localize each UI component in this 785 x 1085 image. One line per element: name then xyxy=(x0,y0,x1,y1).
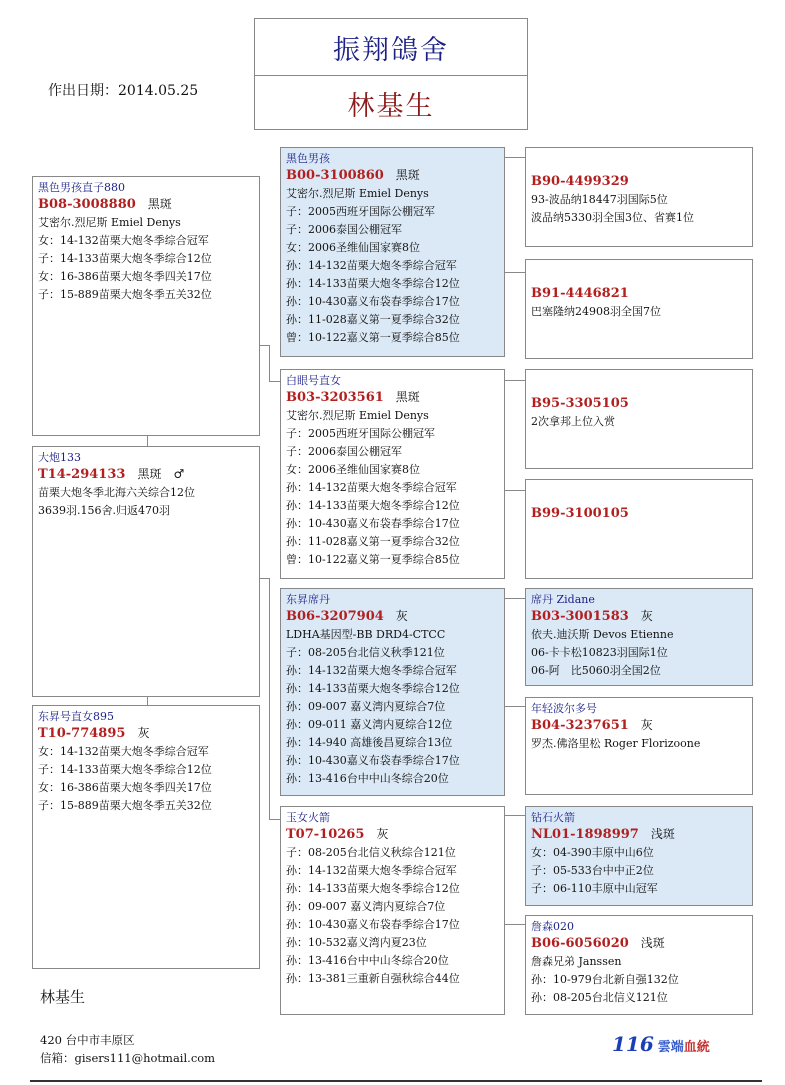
connector-line xyxy=(505,157,525,158)
connector-line xyxy=(505,490,525,491)
record-line: 孙：09-007 嘉义湾内夏综合7位 xyxy=(286,700,446,713)
bird-name: 钻石火箭 xyxy=(531,811,575,824)
connector-line xyxy=(269,345,270,381)
record-line: 女：2006圣维仙国家赛8位 xyxy=(286,463,420,476)
logo-text-pedigree: 血統 xyxy=(683,1040,710,1055)
ring-number: B03-3203561 xyxy=(286,390,384,405)
bird-name: 詹森020 xyxy=(531,920,574,933)
connector-line xyxy=(269,381,280,382)
record-line: 女：16-386苗栗大炮冬季四关17位 xyxy=(38,781,212,794)
connector-line xyxy=(269,578,270,819)
plumage-color: 黑斑 xyxy=(395,390,420,404)
record-line: 罗杰.佛洛里松 Roger Florizoone xyxy=(531,737,701,750)
pedigree-box-dam-dam xyxy=(525,479,753,579)
ring-number: B04-3237651 xyxy=(531,718,629,733)
record-line: 孙：14-133苗栗大炮冬季综合12位 xyxy=(286,277,460,290)
record-line: 06-阿 比5060羽全国2位 xyxy=(531,664,661,677)
ring-number: B06-3207904 xyxy=(286,609,384,624)
connector-line xyxy=(505,598,525,599)
record-line: 孙：14-132苗栗大炮冬季综合冠军 xyxy=(286,864,457,877)
record-line: 孙：14-133苗栗大炮冬季综合12位 xyxy=(286,682,460,695)
plumage-color: 灰 xyxy=(640,609,653,623)
bird-name: 年轻波尔多号 xyxy=(531,702,597,715)
plumage-color: 浅斑 xyxy=(650,827,675,841)
ring-number: B95-3305105 xyxy=(531,396,629,411)
connector-line xyxy=(505,380,525,381)
pedigree-box-dam xyxy=(280,369,505,579)
plumage-color: 黑斑 ♂ xyxy=(137,467,185,481)
ring-number: B03-3001583 xyxy=(531,609,629,624)
ring-number: B91-4446821 xyxy=(531,286,629,301)
plumage-color: 灰 xyxy=(395,609,408,623)
connector-line xyxy=(147,436,148,446)
record-line: 子：06-110丰原中山冠军 xyxy=(531,882,658,895)
bird-name: 席丹 Zidane xyxy=(531,593,595,606)
plumage-color: 黑斑 xyxy=(395,168,420,182)
plumage-color: 灰 xyxy=(376,827,389,841)
bird-name: 黑色男孩 xyxy=(286,152,330,165)
record-line: 女：14-132苗栗大炮冬季综合冠军 xyxy=(38,745,209,758)
plumage-color: 灰 xyxy=(137,726,150,740)
connector-line xyxy=(505,924,525,925)
record-line: 孙：10-430嘉义布袋春季综合17位 xyxy=(286,295,460,308)
ring-number: B08-3008880 xyxy=(38,197,136,212)
record-line: 子：08-205台北信义秋季121位 xyxy=(286,646,445,659)
ring-number: T07-10265 xyxy=(286,827,365,842)
bottom-rule xyxy=(30,1080,762,1082)
pedigree-box-sire-sire xyxy=(525,147,753,247)
record-line: 孙：13-416台中中山冬综合20位 xyxy=(286,954,449,967)
ring-number: T14-294133 xyxy=(38,467,126,482)
logo-text-cloud: 雲端 xyxy=(657,1040,684,1055)
record-line: 孙：09-007 嘉义湾内夏综合7位 xyxy=(286,900,446,913)
record-line: 孙：11-028嘉义第一夏季综合32位 xyxy=(286,313,460,326)
bird-name: 大炮133 xyxy=(38,451,81,464)
record-line: 孙：14-132苗栗大炮冬季综合冠军 xyxy=(286,481,457,494)
issue-date: 作出日期：2014.05.25 xyxy=(48,83,199,99)
owner-address: 420 台中市丰原区 xyxy=(40,1033,135,1047)
record-line: 06-卡卡松10823羽国际1位 xyxy=(531,646,668,659)
record-line: 孙：11-028嘉义第一夏季综合32位 xyxy=(286,535,460,548)
bird-name: 东昇席丹 xyxy=(286,593,330,606)
record-line: 孙：14-133苗栗大炮冬季综合12位 xyxy=(286,882,460,895)
pedigree-box-florizoone xyxy=(525,697,753,795)
record-line: 孙：10-430嘉义布袋春季综合17位 xyxy=(286,918,460,931)
owner-name: 林基生 xyxy=(347,90,435,122)
title-box xyxy=(254,18,528,130)
record-line: 子：15-889苗栗大炮冬季五关32位 xyxy=(38,799,212,812)
record-line: 艾密尔.烈尼斯 Emiel Denys xyxy=(286,409,429,422)
record-line: 孙：10-430嘉义布袋春季综合17位 xyxy=(286,754,460,767)
record-line: 孙：10-532嘉义湾内夏23位 xyxy=(286,936,427,949)
pedigree-box-zidane xyxy=(525,588,753,686)
ring-number: T10-774895 xyxy=(38,726,126,741)
plumage-color: 浅斑 xyxy=(640,936,665,950)
pedigree-box-subject xyxy=(32,176,260,436)
record-line: 女：2006圣维仙国家赛8位 xyxy=(286,241,420,254)
record-line: 孙：10-430嘉义布袋春季综合17位 xyxy=(286,517,460,530)
loft-name: 振翔鴿舍 xyxy=(255,19,527,76)
record-line: 子：14-133苗栗大炮冬季综合12位 xyxy=(38,252,212,265)
record-line: 女：14-132苗栗大炮冬季综合冠军 xyxy=(38,234,209,247)
record-line: 詹森兄弟 Janssen xyxy=(531,955,622,968)
record-line: 子：2005西班牙国际公棚冠军 xyxy=(286,205,435,218)
connector-line xyxy=(505,815,525,816)
record-line: 子：2006泰国公棚冠军 xyxy=(286,445,402,458)
plumage-color: 灰 xyxy=(640,718,653,732)
bird-name: 白眼号直女 xyxy=(286,374,341,387)
pedigree-box-dam-sire xyxy=(525,369,753,469)
record-line: 依夫.迪沃斯 Devos Etienne xyxy=(531,628,674,641)
record-line: 孙：14-133苗栗大炮冬季综合12位 xyxy=(286,499,460,512)
record-line: 子：14-133苗栗大炮冬季综合12位 xyxy=(38,763,212,776)
pedigree-box-dongsheng-zidane xyxy=(280,588,505,796)
record-line: 子：2005西班牙国际公棚冠军 xyxy=(286,427,435,440)
record-line: 子：08-205台北信义秋综合121位 xyxy=(286,846,456,859)
record-line: 孙：13-416台中中山冬综合20位 xyxy=(286,772,449,785)
pedigree-box-janssen xyxy=(525,915,753,1015)
logo-number: 116 xyxy=(612,1032,654,1056)
record-line: 孙：14-132苗栗大炮冬季综合冠军 xyxy=(286,664,457,677)
ring-number: B90-4499329 xyxy=(531,174,629,189)
record-line: LDHA基因型-BB DRD4-CTCC xyxy=(286,628,446,641)
record-line: 3639羽.156舍.归返470羽 xyxy=(38,504,170,517)
pedigree-box-sire xyxy=(280,147,505,357)
record-line: 孙：10-979台北新自强132位 xyxy=(531,973,679,986)
ring-number: B06-6056020 xyxy=(531,936,629,951)
connector-line xyxy=(147,697,148,705)
bird-name: 玉女火箭 xyxy=(286,811,330,824)
record-line: 曾：10-122嘉义第一夏季综合85位 xyxy=(286,331,460,344)
pedigree-box-cannon xyxy=(32,446,260,697)
ring-number: B00-3100860 xyxy=(286,168,384,183)
record-line: 曾：10-122嘉义第一夏季综合85位 xyxy=(286,553,460,566)
record-line: 孙：13-381三重新自强秋综合44位 xyxy=(286,972,460,985)
pedigree-box-jade-rocket xyxy=(280,806,505,1015)
record-line: 女：16-386苗栗大炮冬季四关17位 xyxy=(38,270,212,283)
record-line: 子：2006泰国公棚冠军 xyxy=(286,223,402,236)
cloud-pedigree-logo xyxy=(612,1032,710,1056)
record-line: 孙：14-132苗栗大炮冬季综合冠军 xyxy=(286,259,457,272)
record-line: 艾密尔.烈尼斯 Emiel Denys xyxy=(286,187,429,200)
connector-line xyxy=(505,706,525,707)
record-line: 孙：09-011 嘉义湾内夏综合12位 xyxy=(286,718,453,731)
ring-number: B99-3100105 xyxy=(531,506,629,521)
record-line: 子：15-889苗栗大炮冬季五关32位 xyxy=(38,288,212,301)
ring-number: NL01-1898997 xyxy=(531,827,639,842)
record-line: 2次拿邦上位入赏 xyxy=(531,415,615,428)
record-line: 女：04-390丰原中山6位 xyxy=(531,846,654,859)
bird-name: 东昇号直女895 xyxy=(38,710,114,723)
bird-name: 黑色男孩直子880 xyxy=(38,181,125,194)
pedigree-box-dongsheng-daughter xyxy=(32,705,260,969)
owner-email: 信箱：gisers111@hotmail.com xyxy=(40,1051,216,1065)
plumage-color: 黑斑 xyxy=(147,197,172,211)
pedigree-box-diamond-rocket xyxy=(525,806,753,906)
connector-line xyxy=(269,819,280,820)
record-line: 苗栗大炮冬季北海六关综合12位 xyxy=(38,486,195,499)
record-line: 93-波品纳18447羽国际5位 xyxy=(531,193,668,206)
owner-signature: 林基生 xyxy=(40,988,86,1006)
record-line: 孙：08-205台北信义121位 xyxy=(531,991,668,1004)
record-line: 孙：14-940 高雄後昌夏综合13位 xyxy=(286,736,453,749)
record-line: 巴塞隆纳24908羽全国7位 xyxy=(531,305,661,318)
connector-line xyxy=(505,272,525,273)
record-line: 子：05-533台中中正2位 xyxy=(531,864,654,877)
pedigree-box-sire-dam xyxy=(525,259,753,359)
record-line: 艾密尔.烈尼斯 Emiel Denys xyxy=(38,216,181,229)
record-line: 波品纳5330羽全国3位、省赛1位 xyxy=(531,211,694,224)
